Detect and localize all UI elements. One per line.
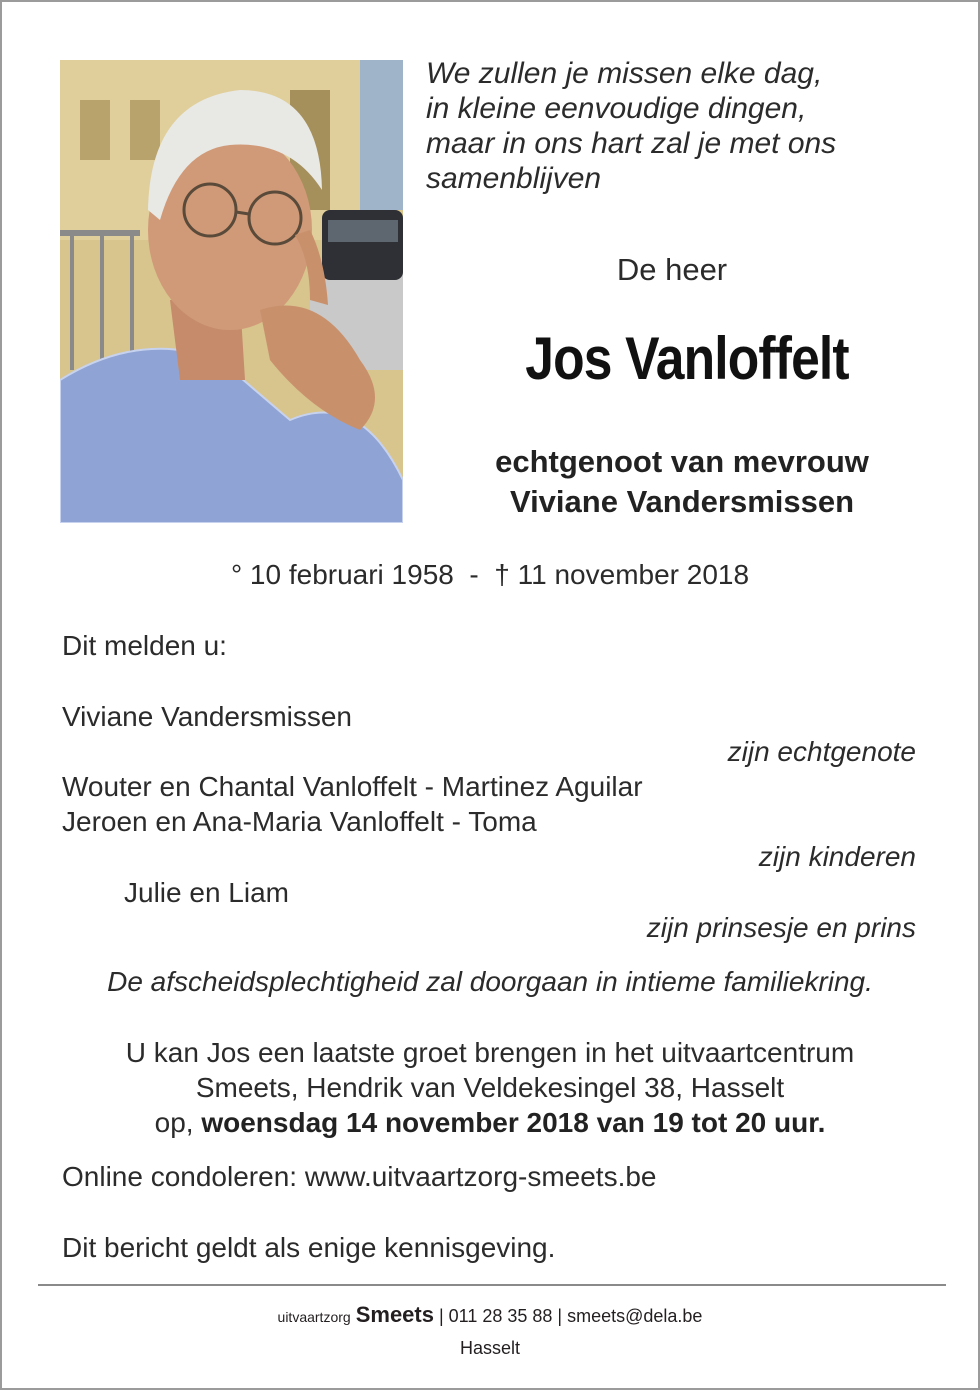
condolence-link[interactable]: Online condoleren: www.uitvaartzorg-smeets.be	[62, 1161, 657, 1192]
family-grandchildren-role: zijn prinsesje en prins	[646, 912, 916, 943]
notice-text: Dit bericht geldt als enige kennisgeving.	[62, 1232, 556, 1263]
family-grandchildren: Julie en Liam	[124, 877, 289, 908]
family-spouse-name: Viviane Vandersmissen	[62, 701, 353, 732]
visit-line-3	[2, 1107, 978, 1139]
spouse-relation	[422, 442, 942, 522]
family-spouse-role: zijn echtgenote	[727, 736, 916, 767]
spouse-line-2: Viviane Vandersmissen	[509, 484, 855, 519]
poem-line: in kleine eenvoudige dingen,	[426, 92, 807, 125]
ceremony-text: De afscheidsplechtigheid zal doorgaan in intieme familiekring.	[107, 966, 873, 997]
family-children-role: zijn kinderen	[758, 841, 916, 872]
footer-city: Hasselt	[459, 1338, 521, 1358]
visit-prefix: op,	[154, 1107, 202, 1138]
poem-line: maar in ons hart zal je met ons	[426, 127, 837, 160]
family-child-2: Jeroen en Ana-Maria Vanloffelt - Toma	[62, 806, 537, 837]
spouse-line-1: echtgenoot van mevrouw	[495, 444, 869, 479]
family-child-1: Wouter en Chantal Vanloffelt - Martinez Aguilar	[62, 771, 643, 802]
life-dates: ° 10 februari 1958 - † 11 november 2018	[230, 559, 750, 590]
visit-line-1: U kan Jos een laatste groet brengen in het uitvaartcentrum	[125, 1037, 855, 1068]
brand-name: Smeets	[355, 1302, 434, 1327]
poem-line: We zullen je missen elke dag,	[426, 57, 823, 90]
footer-contact	[2, 1302, 978, 1328]
brand-prefix: uitvaartzorg	[277, 1309, 351, 1325]
deceased-name: Jos Vanloffelt	[525, 325, 849, 392]
visit-datetime: woensdag 14 november 2018 van 19 tot 20 uur.	[201, 1107, 826, 1138]
portrait-photo	[60, 60, 403, 523]
intro-text: Dit melden u:	[62, 630, 227, 661]
poem-quote	[426, 56, 946, 196]
salutation: De heer	[616, 252, 728, 287]
poem-line: samenblijven	[426, 162, 602, 195]
visit-line-2: Smeets, Hendrik van Veldekesingel 38, Hasselt	[195, 1072, 785, 1103]
contact-info: | 011 28 35 88 | smeets@dela.be	[433, 1306, 703, 1326]
divider	[38, 1284, 946, 1286]
